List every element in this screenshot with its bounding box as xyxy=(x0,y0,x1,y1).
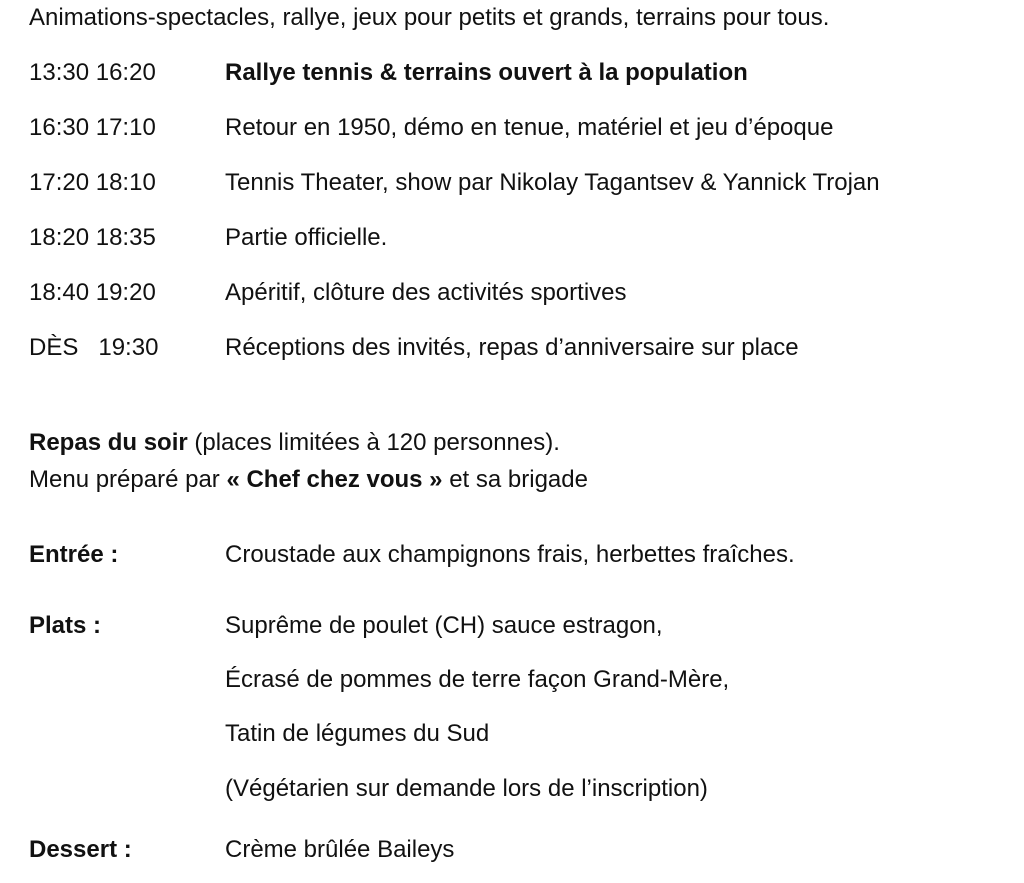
schedule-text: Apéritif, clôture des activités sportives xyxy=(225,279,627,306)
schedule-text: Réceptions des invités, repas d’anniversaire sur place xyxy=(225,334,799,361)
schedule-time: 17:20 18:10 xyxy=(29,169,156,196)
schedule-time: 16:30 17:10 xyxy=(29,114,156,141)
dinner-menu-line xyxy=(29,466,588,495)
menu-prefix: Menu préparé par xyxy=(29,466,227,493)
plat-item: (Végétarien sur demande lors de l’inscription) xyxy=(225,775,708,802)
chef-name: « Chef chez vous » xyxy=(226,466,443,493)
dinner-title-bold: Repas du soir xyxy=(29,429,188,456)
schedule-text: Retour en 1950, démo en tenue, matériel et jeu d’époque xyxy=(225,114,834,141)
dessert-text: Crème brûlée Baileys xyxy=(225,836,455,863)
plats-label: Plats : xyxy=(29,612,102,639)
menu-suffix: et sa brigade xyxy=(442,466,588,493)
schedule-text: Rallye tennis & terrains ouvert à la population xyxy=(225,59,748,86)
plat-item: Tatin de légumes du Sud xyxy=(225,720,490,747)
dinner-title xyxy=(29,429,560,458)
schedule-time: 18:20 18:35 xyxy=(29,224,156,251)
plat-item: Écrasé de pommes de terre façon Grand-Mère, xyxy=(225,666,730,693)
schedule-text: Tennis Theater, show par Nikolay Tagantsev & Yannick Trojan xyxy=(225,169,880,196)
schedule-time: DÈS 19:30 xyxy=(29,334,159,361)
entree-label: Entrée : xyxy=(29,541,119,568)
intro-text: Animations-spectacles, rallye, jeux pour petits et grands, terrains pour tous. xyxy=(29,4,830,31)
schedule-time: 18:40 19:20 xyxy=(29,279,156,306)
dessert-label: Dessert : xyxy=(29,836,132,863)
plat-item: Suprême de poulet (CH) sauce estragon, xyxy=(225,612,663,639)
schedule-time: 13:30 16:20 xyxy=(29,59,156,86)
schedule-text: Partie officielle. xyxy=(225,224,388,251)
entree-text: Croustade aux champignons frais, herbettes fraîches. xyxy=(225,541,795,568)
dinner-title-rest: (places limitées à 120 personnes). xyxy=(187,429,560,456)
